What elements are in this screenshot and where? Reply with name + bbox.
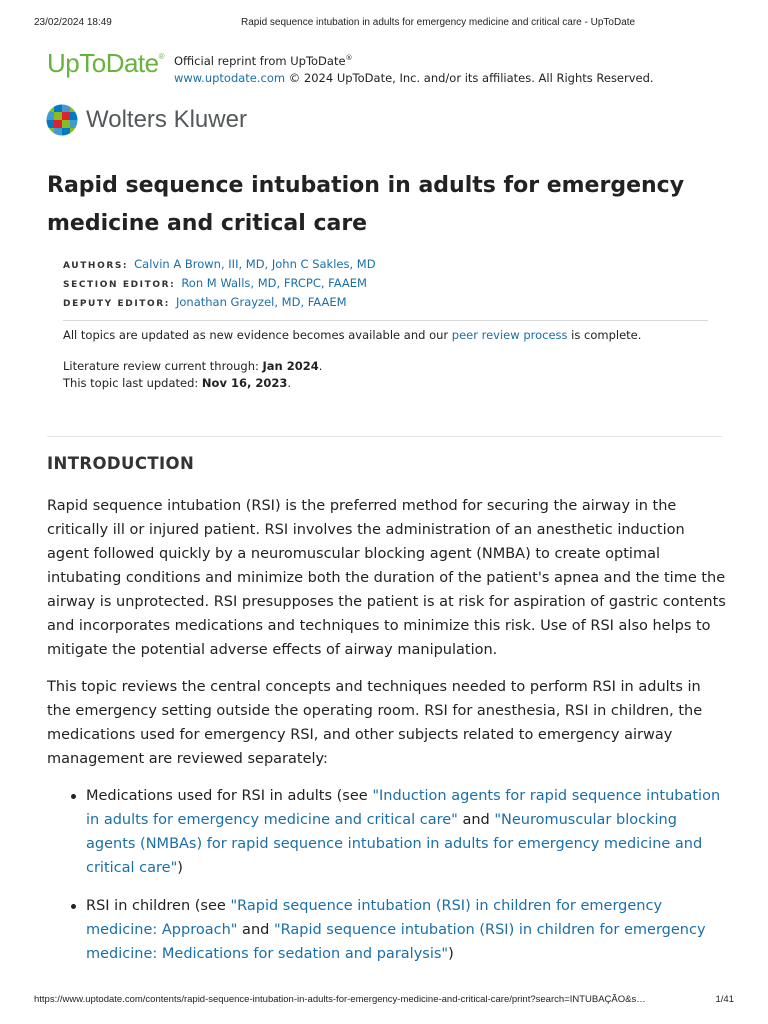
bullet-text: Medications used for RSI in adults (see <box>86 788 373 804</box>
uptodate-logo-mark: ® <box>158 52 165 61</box>
literature-review-label: Literature review current through: <box>63 359 263 373</box>
bullet-text: RSI in children (see <box>86 898 231 914</box>
credit-label: DEPUTY EDITOR: <box>63 299 170 309</box>
print-url: https://www.uptodate.com/contents/rapid-sequence-intubation-in-adults-for-emergency-medicine-and-critical-care/print?search=INTUBAÇÃO&s… <box>34 994 646 1005</box>
period: . <box>287 376 291 390</box>
bullet-text: ) <box>177 860 183 876</box>
reprint-notice <box>174 50 694 87</box>
bullet-text: and <box>237 922 274 938</box>
last-updated-label: This topic last updated: <box>63 376 202 390</box>
article-title: Rapid sequence intubation in adults for emergency medicine and critical care <box>47 173 685 236</box>
bullet-icon <box>71 904 76 909</box>
credits-block <box>63 256 376 313</box>
last-updated-date: Nov 16, 2023 <box>201 376 288 390</box>
wolters-kluwer-mark-icon <box>46 104 78 136</box>
bullet-list <box>47 894 727 966</box>
copyright-text: © 2024 UpToDate, Inc. and/or its affiliates. All Rights Reserved. <box>285 70 654 85</box>
credit-label: AUTHORS: <box>63 261 129 271</box>
intro-paragraph-2: This topic reviews the central concepts and techniques needed to perform RSI in adults in the emergency setting outside the operating room. RSI for anesthesia, RSI in children, the medications used for emergency RSI, and other subjects related to emergency airway management are reviewed separately: <box>47 679 703 767</box>
reprint-mark: ® <box>345 54 353 62</box>
topic-link-nmba[interactable]: "Neuromuscular blocking agents (NMBAs) for rapid sequence intubation in adults for emergency medicine and critical care" <box>86 812 703 876</box>
literature-review-line <box>63 358 322 375</box>
wolters-kluwer-wordmark: Wolters Kluwer <box>86 106 247 133</box>
credit-names-link[interactable]: Calvin A Brown, III, MD, John C Sakles, MD <box>134 257 376 271</box>
uptodate-logo-text: UpToDate <box>47 48 159 78</box>
uptodate-logo[interactable] <box>47 48 164 79</box>
topic-link-rsi-children-approach[interactable]: "Rapid sequence intubation (RSI) in children for emergency medicine: Approach" <box>86 898 663 938</box>
bullet-list <box>47 784 727 880</box>
intro-paragraph-1: Rapid sequence intubation (RSI) is the preferred method for securing the airway in the critically ill or injured patient. RSI involves the administration of an anesthetic induction agent followed quickly by a neuromuscular blocking agent (NMBA) to create optimal intubating conditions and minimize both the duration of the patient's apnea and the time the airway is unprotected. RSI presupposes the patient is at risk for aspiration of gastric contents and incorporates medications and techniques to minimize this risk. Use of RSI also helps to mitigate the potential adverse effects of airway manipulation. <box>47 498 726 658</box>
list-item <box>47 894 727 966</box>
review-dates <box>63 358 322 392</box>
credit-row-deputy-editor <box>63 294 376 313</box>
topic-link-rsi-children-medications[interactable]: "Rapid sequence intubation (RSI) in children for emergency medicine: Medications for sedation and paralysis" <box>86 922 706 962</box>
period: . <box>318 359 323 373</box>
credit-row-section-editor <box>63 275 376 294</box>
credit-names-link[interactable]: Ron M Walls, MD, FRCPC, FAAEM <box>181 276 367 290</box>
print-page-number: 1/41 <box>715 994 734 1005</box>
bullet-icon <box>71 794 76 799</box>
divider <box>47 436 722 437</box>
last-updated-line <box>63 375 322 392</box>
bullet-text: and <box>457 812 495 828</box>
list-item <box>47 784 727 880</box>
bullet-text: ) <box>448 946 454 962</box>
section-heading-introduction: INTRODUCTION <box>47 454 195 473</box>
peer-review-link[interactable]: peer review process <box>451 328 568 342</box>
topic-link-induction-agents[interactable]: "Induction agents for rapid sequence intubation in adults for emergency medicine and critical care" <box>86 788 721 828</box>
update-note <box>63 328 641 343</box>
credit-label: SECTION EDITOR: <box>63 280 176 290</box>
update-note-text: All topics are updated as new evidence becomes available and our <box>63 328 452 342</box>
print-page-title: Rapid sequence intubation in adults for emergency medicine and critical care - UpToDate <box>241 17 636 28</box>
uptodate-site-link[interactable]: www.uptodate.com <box>174 70 286 85</box>
update-note-end: is complete. <box>567 328 642 342</box>
reprint-line: Official reprint from UpToDate <box>174 53 346 68</box>
print-date: 23/02/2024 18:49 <box>34 17 112 28</box>
credit-names-link[interactable]: Jonathan Grayzel, MD, FAAEM <box>176 295 347 309</box>
literature-review-date: Jan 2024 <box>262 359 319 373</box>
credit-row-authors <box>63 256 376 275</box>
divider <box>63 320 708 321</box>
